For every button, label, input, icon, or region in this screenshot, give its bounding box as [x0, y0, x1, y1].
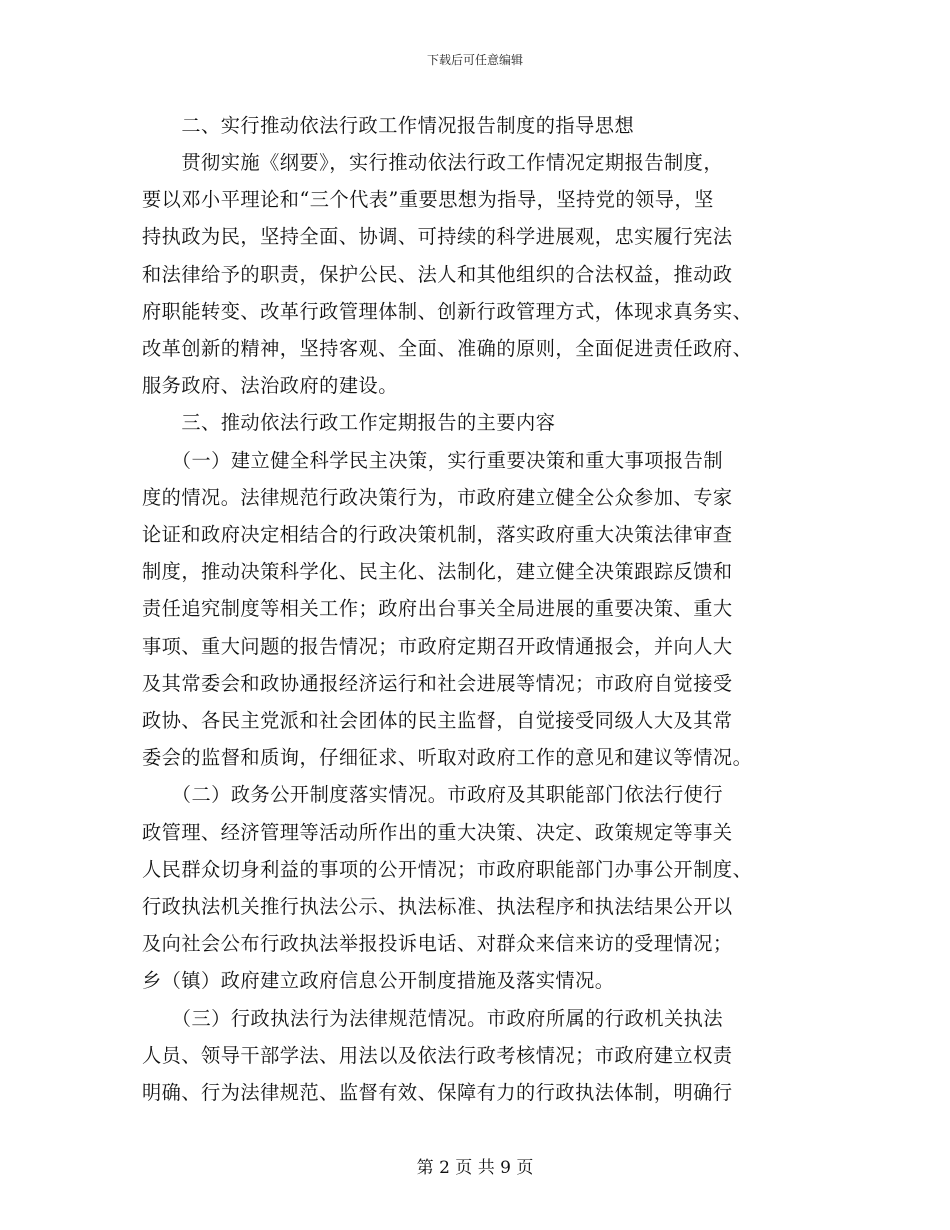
text-line: 乡（镇）政府建立政府信息公开制度措施及落实情况。	[142, 969, 615, 992]
text-line: 及向社会公布行政执法举报投诉电话、对群众来信来访的受理情况；	[142, 932, 733, 955]
text-line: 政管理、经济管理等活动所作出的重大决策、决定、政策规定等事关	[142, 821, 733, 844]
text-line: 人员、领导干部学法、用法以及依法行政考核情况；市政府建立权责	[142, 1044, 733, 1067]
text-line: 度的情况。法律规范行政决策行为，市政府建立健全公众参加、专家	[142, 486, 733, 509]
text-line: 论证和政府决定相结合的行政决策机制，落实政府重大决策法律审查	[142, 523, 733, 546]
text-line: 二、实行推动依法行政工作情况报告制度的指导思想	[142, 114, 635, 137]
text-line: 政协、各民主党派和社会团体的民主监督，自觉接受同级人大及其常	[142, 709, 733, 732]
text-line: 要以邓小平理论和“三个代表”重要思想为指导，坚持党的领导，坚	[142, 188, 714, 211]
text-line: （一）建立健全科学民主决策，实行重要决策和重大事项报告制	[142, 449, 724, 472]
text-line: （二）政务公开制度落实情况。市政府及其职能部门依法行使行	[142, 783, 724, 806]
text-line: 行政执法机关推行执法公示、执法标准、执法程序和执法结果公开以	[142, 895, 733, 918]
text-line: 人民群众切身利益的事项的公开情况；市政府职能部门办事公开制度、	[142, 858, 753, 881]
page-header: 下载后可任意编辑	[426, 53, 523, 67]
text-line: 制度，推动决策科学化、民主化、法制化，建立健全决策跟踪反馈和	[142, 560, 733, 583]
text-line: 责任追究制度等相关工作；政府出台事关全局进展的重要决策、重大	[142, 597, 733, 620]
text-line: 及其常委会和政协通报经济运行和社会进展等情况；市政府自觉接受	[142, 672, 733, 695]
text-line: （三）行政执法行为法律规范情况。市政府所属的行政机关执法	[142, 1007, 724, 1030]
text-line: 改革创新的精神，坚持客观、全面、准确的原则，全面促进责任政府、	[142, 337, 753, 360]
text-line: 府职能转变、改革行政管理体制、创新行政管理方式，体现求真务实、	[142, 300, 753, 323]
text-line: 委会的监督和质询，仔细征求、听取对政府工作的意见和建议等情况。	[142, 746, 753, 769]
page-number: 第 2 页 共 9 页	[416, 1158, 534, 1178]
text-line: 贯彻实施《纲要》，实行推动依法行政工作情况定期报告制度，	[142, 151, 724, 174]
text-line: 持执政为民，坚持全面、协调、可持续的科学进展观，忠实履行宪法	[142, 225, 733, 248]
text-line: 明确、行为法律规范、监督有效、保障有力的行政执法体制，明确行	[142, 1081, 733, 1104]
text-line: 服务政府、法治政府的建设。	[142, 374, 398, 397]
text-line: 和法律给予的职责，保护公民、法人和其他组织的合法权益，推动政	[142, 263, 733, 286]
text-line: 三、推动依法行政工作定期报告的主要内容	[142, 411, 556, 434]
text-line: 事项、重大问题的报告情况；市政府定期召开政情通报会，并向人大	[142, 635, 733, 658]
